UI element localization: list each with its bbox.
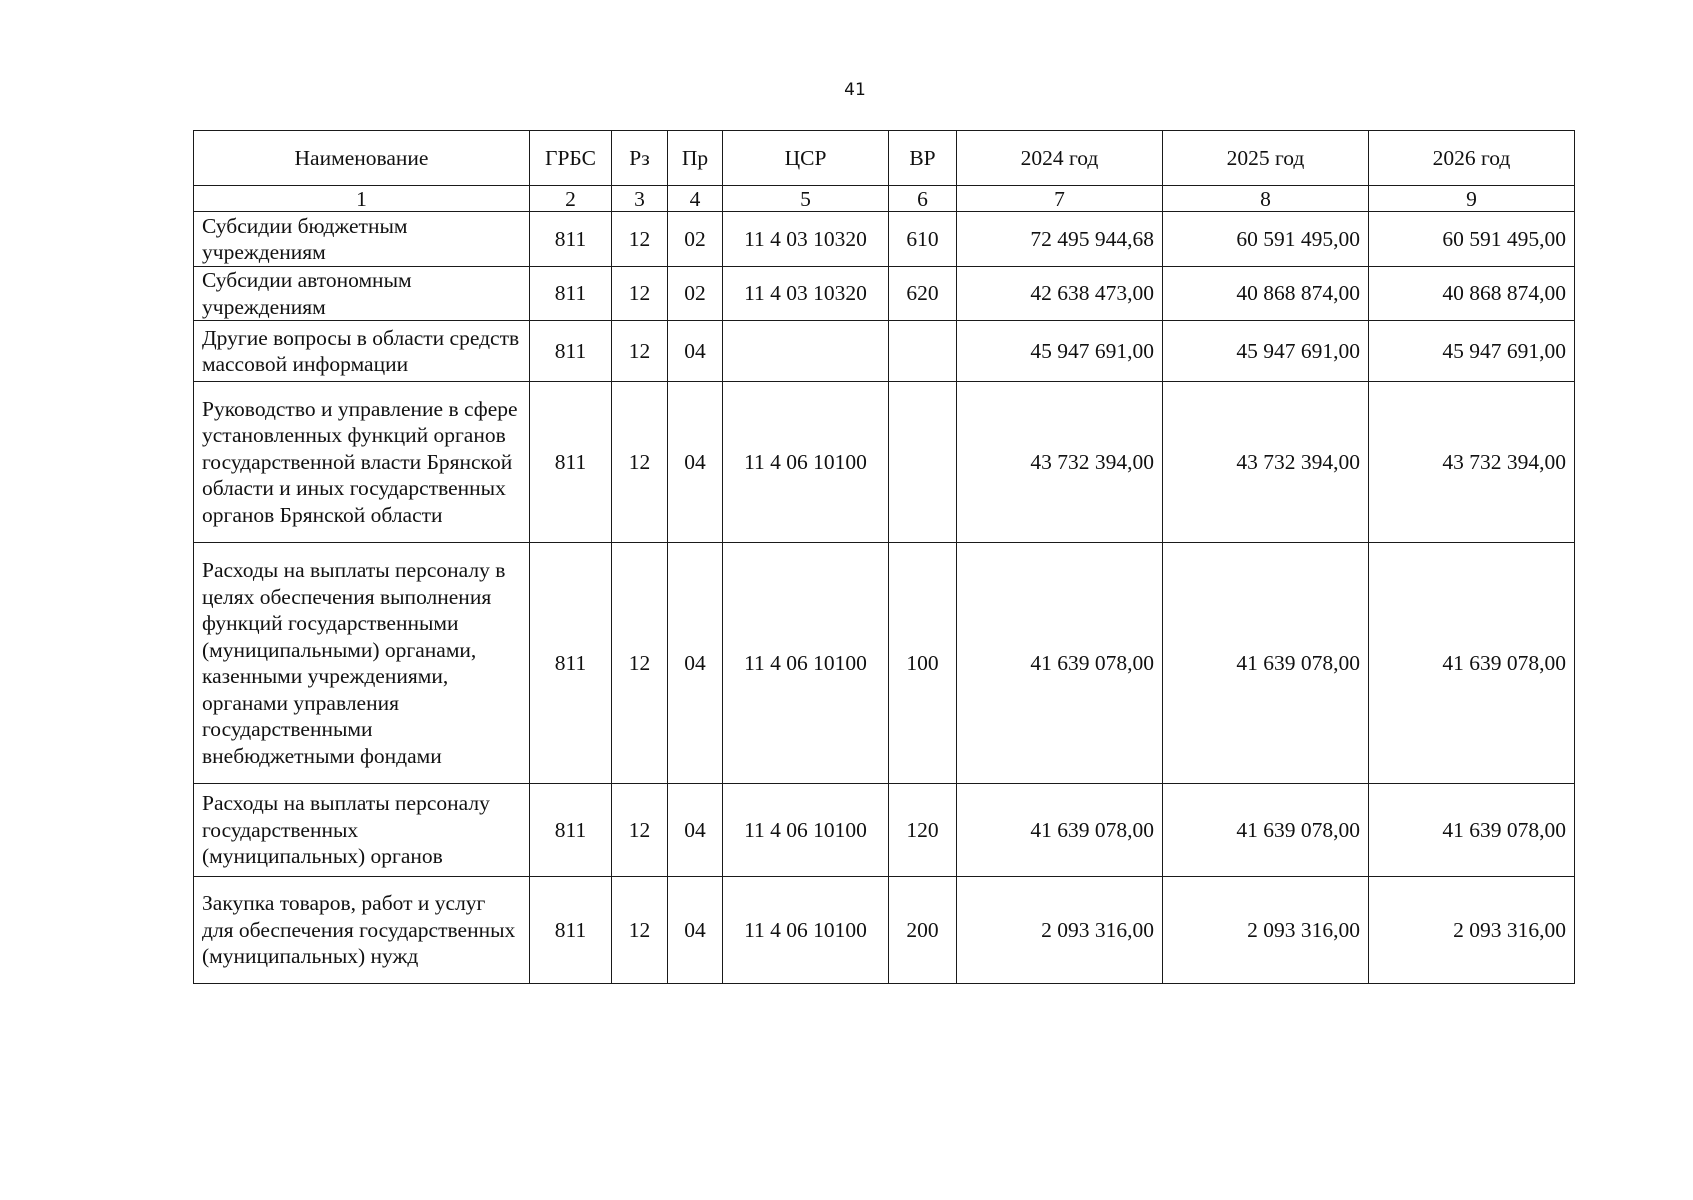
table-row <box>194 877 1575 984</box>
row-rz: 12 <box>612 321 668 382</box>
page-number: 41 <box>844 80 866 100</box>
row-csr: 11 4 06 10100 <box>723 784 889 877</box>
row-rz: 12 <box>612 877 668 984</box>
row-amount-2024: 41 639 078,00 <box>957 784 1163 877</box>
row-vr: 610 <box>889 212 957 267</box>
row-rz: 12 <box>612 382 668 543</box>
table-row <box>194 212 1575 267</box>
row-pr: 02 <box>668 267 723 321</box>
row-amount-2024: 43 732 394,00 <box>957 382 1163 543</box>
row-amount-2026: 41 639 078,00 <box>1369 543 1575 784</box>
row-amount-2026: 41 639 078,00 <box>1369 784 1575 877</box>
row-vr: 100 <box>889 543 957 784</box>
col-header-2026: 2026 год <box>1369 131 1575 186</box>
table-row <box>194 543 1575 784</box>
col-number: 7 <box>957 186 1163 212</box>
row-amount-2024: 41 639 078,00 <box>957 543 1163 784</box>
row-amount-2025: 43 732 394,00 <box>1163 382 1369 543</box>
row-amount-2024: 45 947 691,00 <box>957 321 1163 382</box>
row-name: Руководство и управление в сфере установленных функций органов государственной власти Брянской области и иных государственных органов Брянской области <box>194 382 530 543</box>
row-vr: 120 <box>889 784 957 877</box>
row-amount-2026: 2 093 316,00 <box>1369 877 1575 984</box>
row-rz: 12 <box>612 212 668 267</box>
col-header-grbs: ГРБС <box>530 131 612 186</box>
row-name: Субсидии бюджетным учреждениям <box>194 212 530 267</box>
col-number: 1 <box>194 186 530 212</box>
row-csr <box>723 321 889 382</box>
col-number: 4 <box>668 186 723 212</box>
row-grbs: 811 <box>530 382 612 543</box>
row-amount-2026: 60 591 495,00 <box>1369 212 1575 267</box>
row-vr: 200 <box>889 877 957 984</box>
col-number: 3 <box>612 186 668 212</box>
col-header-name: Наименование <box>194 131 530 186</box>
row-rz: 12 <box>612 267 668 321</box>
row-amount-2024: 72 495 944,68 <box>957 212 1163 267</box>
row-rz: 12 <box>612 543 668 784</box>
col-header-rz: Рз <box>612 131 668 186</box>
row-amount-2025: 60 591 495,00 <box>1163 212 1369 267</box>
row-pr: 04 <box>668 382 723 543</box>
row-pr: 02 <box>668 212 723 267</box>
row-amount-2025: 2 093 316,00 <box>1163 877 1369 984</box>
row-amount-2026: 40 868 874,00 <box>1369 267 1575 321</box>
row-amount-2025: 41 639 078,00 <box>1163 543 1369 784</box>
row-amount-2024: 42 638 473,00 <box>957 267 1163 321</box>
row-amount-2025: 40 868 874,00 <box>1163 267 1369 321</box>
table-row <box>194 321 1575 382</box>
row-grbs: 811 <box>530 543 612 784</box>
row-amount-2024: 2 093 316,00 <box>957 877 1163 984</box>
row-vr <box>889 321 957 382</box>
table-row <box>194 784 1575 877</box>
row-name: Другие вопросы в области средств массовой информации <box>194 321 530 382</box>
row-amount-2026: 45 947 691,00 <box>1369 321 1575 382</box>
row-rz: 12 <box>612 784 668 877</box>
col-header-csr: ЦСР <box>723 131 889 186</box>
row-name: Расходы на выплаты персоналу в целях обеспечения выполнения функций государственными (муниципальными) органами, казенными учреждениями, органами управления государственными внебюджетными фондами <box>194 543 530 784</box>
row-grbs: 811 <box>530 212 612 267</box>
row-csr: 11 4 03 10320 <box>723 212 889 267</box>
row-amount-2025: 41 639 078,00 <box>1163 784 1369 877</box>
row-csr: 11 4 06 10100 <box>723 877 889 984</box>
row-pr: 04 <box>668 321 723 382</box>
table-row <box>194 382 1575 543</box>
row-grbs: 811 <box>530 877 612 984</box>
row-vr <box>889 382 957 543</box>
row-grbs: 811 <box>530 321 612 382</box>
col-number: 9 <box>1369 186 1575 212</box>
row-csr: 11 4 06 10100 <box>723 382 889 543</box>
col-header-vr: ВР <box>889 131 957 186</box>
row-pr: 04 <box>668 784 723 877</box>
row-grbs: 811 <box>530 784 612 877</box>
header-row <box>194 131 1575 186</box>
row-pr: 04 <box>668 877 723 984</box>
row-csr: 11 4 06 10100 <box>723 543 889 784</box>
column-number-row <box>194 186 1575 212</box>
col-number: 6 <box>889 186 957 212</box>
row-amount-2026: 43 732 394,00 <box>1369 382 1575 543</box>
col-header-2024: 2024 год <box>957 131 1163 186</box>
row-name: Расходы на выплаты персоналу государственных (муниципальных) органов <box>194 784 530 877</box>
col-header-2025: 2025 год <box>1163 131 1369 186</box>
row-amount-2025: 45 947 691,00 <box>1163 321 1369 382</box>
col-number: 5 <box>723 186 889 212</box>
row-name: Субсидии автономным учреждениям <box>194 267 530 321</box>
row-pr: 04 <box>668 543 723 784</box>
col-number: 2 <box>530 186 612 212</box>
col-header-pr: Пр <box>668 131 723 186</box>
row-name: Закупка товаров, работ и услуг для обеспечения государственных (муниципальных) нужд <box>194 877 530 984</box>
budget-table <box>193 130 1575 984</box>
table-row <box>194 267 1575 321</box>
col-number: 8 <box>1163 186 1369 212</box>
row-grbs: 811 <box>530 267 612 321</box>
row-csr: 11 4 03 10320 <box>723 267 889 321</box>
row-vr: 620 <box>889 267 957 321</box>
